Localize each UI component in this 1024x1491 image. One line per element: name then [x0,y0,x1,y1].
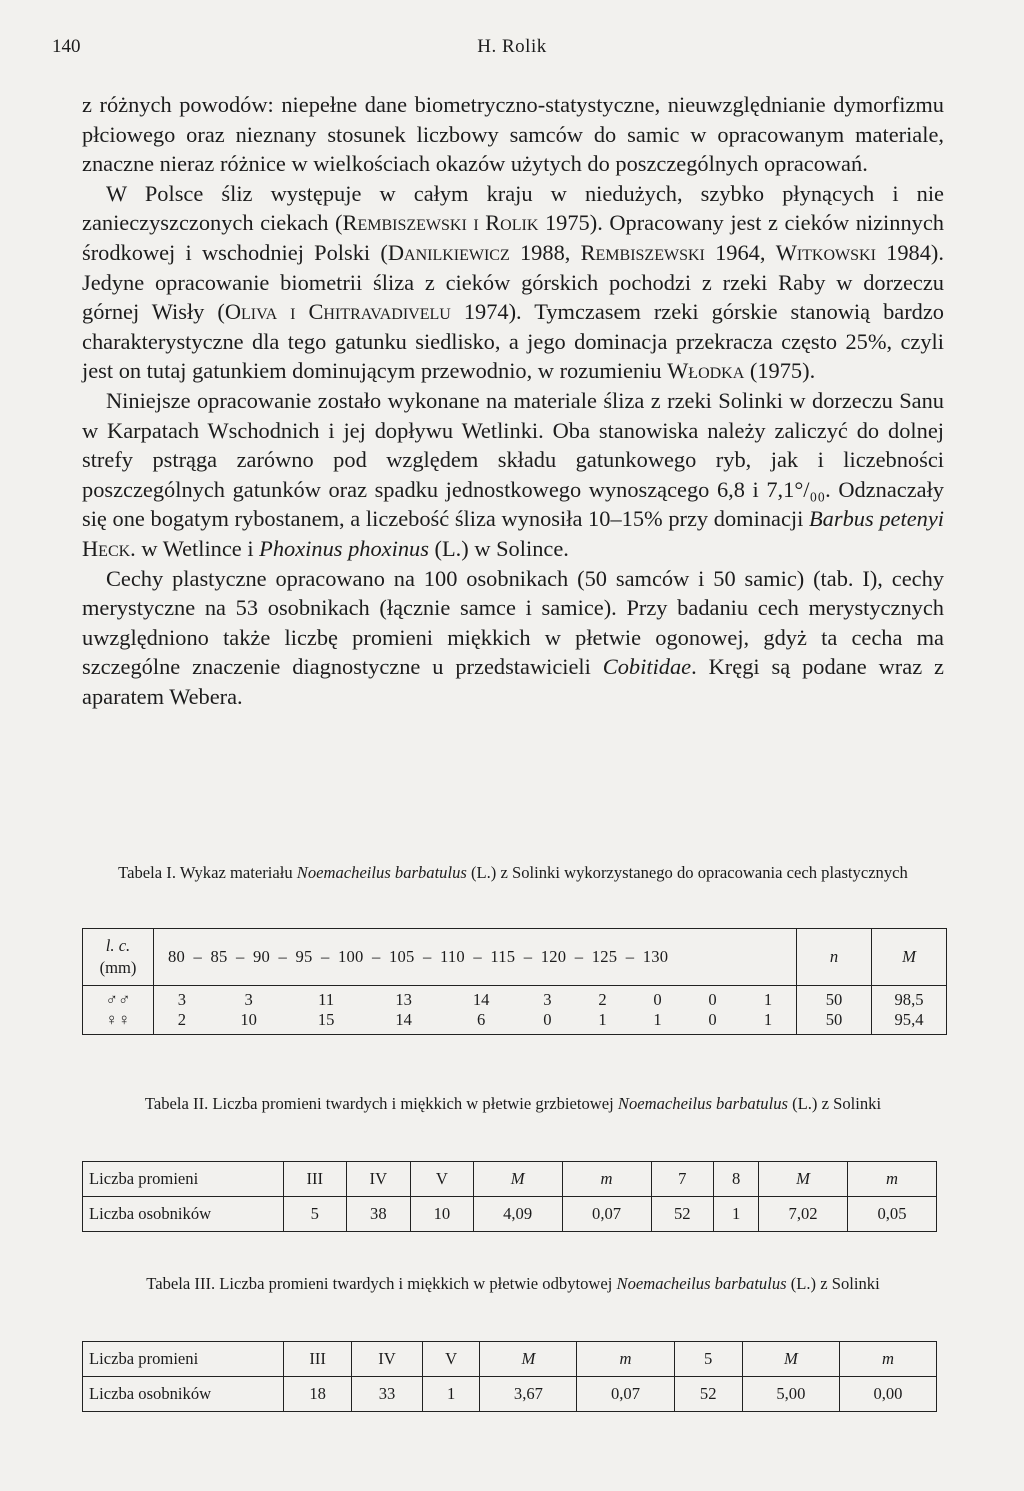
table-3-header-cell: III [284,1342,352,1377]
paragraph-2 [82,179,944,386]
table-3-caption-species: Noemacheilus barbatulus [616,1274,787,1293]
table-1-caption-species: Noemacheilus barbatulus [296,863,467,882]
citation-wlodka: Włodka [667,358,745,384]
table-1-header-row [83,929,947,986]
table-3-header-cell [742,1342,839,1377]
range-dash: – [566,947,592,966]
table-3-header-error-soft: m [881,1349,894,1368]
table-3-header-cell: V [422,1342,480,1377]
length-class-label: l. c. [105,936,131,955]
table-3-value-cell: 1 [422,1377,480,1412]
paragraph-2-text-f: 1974). Tymczasem rzeki górskie stanowią bardzo charakterystyczne dla tego gatunku siedlisko, a jego dominacja przekracza często 25%, czyli jest on tutaj gatunkiem dominującym przewodnio, w rozumieniu [82,299,945,384]
table-2-row-label: Liczba osobników [83,1197,284,1232]
length-class-tick: 85 [210,947,228,966]
table-2-header-cell: IV [346,1162,411,1197]
length-class-tick: 90 [253,947,270,966]
paragraph-2-text-a: W Polsce śliz występuje w całym kraju w niedużych, szybko płynących i nie zanieczyszczonych ciekach ( [82,180,944,236]
species-phoxinus-phoxinus: Phoxinus phoxinus [259,535,429,561]
range-dash: – [270,947,296,966]
table-2-header-mean-soft: M [796,1169,810,1188]
paragraph-2-text-d: 1964, [704,239,776,265]
table-2-header-mean: M [510,1169,525,1188]
table-2-value-cell: 4,09 [473,1197,562,1232]
table-2-value-cell: 10 [411,1197,474,1232]
range-dash: – [185,947,211,966]
citation-rembiszewski: Rembiszewski [580,239,705,265]
range-dash: – [515,947,541,966]
table-1-count-cell: 3 [543,990,552,1009]
table-3-value-cell: 3,67 [480,1377,577,1412]
table-1-count-cell: 14 [365,1010,443,1035]
table-3-value-cell: 33 [352,1377,422,1412]
table-1-caption-text-b: (L.) z Solinki wykorzystanego do opracowania cech plastycznych [466,863,908,882]
length-class-tick: 130 [642,947,669,966]
table-1-row-females [83,1010,947,1035]
body-text [82,90,944,711]
table-2-header-cell: 7 [651,1162,714,1197]
paragraph-2-text-c: 1988, [509,239,581,265]
paragraph-2-text-e: 1984). Jedyne opracowanie biometrii śliza z cieków górskich pochodzi z rzeki Raby w dorzeczu górnej Wisły ( [82,239,944,325]
table-2-header-cell: V [411,1162,474,1197]
table-1-count-cell: 11 [318,990,335,1009]
paragraph-2-text-g: (1975). [744,358,816,384]
table-1-caption [82,862,944,884]
table-1-mean-cell: 98,5 [872,986,947,1011]
table-2-caption [82,1093,944,1115]
citation-rembiszewski-rolik: Rembiszewski i Rolik [342,210,539,236]
table-3-header-error: m [619,1349,632,1368]
length-class-tick: 105 [389,947,415,966]
length-class-tick: 110 [440,947,465,966]
table-3-value-cell: 0,07 [577,1377,674,1412]
length-class-tick: 115 [490,947,516,966]
citation-danilkiewicz: Danilkiewicz [387,239,510,265]
table-3-caption [82,1273,944,1295]
n-label: n [829,947,839,966]
table-2-header-cell [759,1162,848,1197]
table-3-header-cell: 5 [674,1342,742,1377]
citation-witkowski: Witkowski [775,239,876,265]
paragraph-4-text-a: Cechy plastyczne opracowano na 100 osobnikach (50 samców i 50 samic) (tab. I), cechy merystyczne na 53 osobnikach (łącznie samce i samice). Przy badaniu cech merystycznych uwzględniono także liczbę promieni miękkich w płetwie ogonowej, gdyż ta cecha ma szczególne znaczenie diagnostyczne u przedstawicieli [82,565,944,680]
range-dash: – [227,947,253,966]
table-2-header-error: m [600,1169,613,1188]
table-3-value-cell: 52 [674,1377,742,1412]
table-2-caption-text-a: Tabela II. Liczba promieni twardych i miękkich w płetwie grzbietowej [144,1094,618,1113]
table-2-header-cell [473,1162,562,1197]
range-dash: – [363,947,389,966]
table-3-header-mean-soft: M [783,1349,798,1368]
table-1-count-cell: 3 [177,990,187,1009]
table-1-row-males [83,986,947,1011]
paragraph-4 [82,564,944,712]
table-2-header-cell: III [284,1162,347,1197]
table-1-count-cell: 1 [740,986,797,1011]
table-2-value-cell: 0,07 [562,1197,651,1232]
table-3-header-cell: IV [352,1342,422,1377]
table-3-caption-text-b: (L.) z Solinki [786,1274,880,1293]
paragraph-3-text-c: . w Wetlince i [130,535,260,561]
table-3-value-cell: 5,00 [742,1377,839,1412]
table-3-header-cell [577,1342,674,1377]
range-dash: – [312,947,338,966]
table-1-n-cell: 50 [797,986,872,1011]
table-2-row-label: Liczba promieni [83,1162,284,1197]
running-head: H. Rolik [477,36,547,57]
length-class-tick: 120 [540,947,567,966]
table-1-mean-cell: 95,4 [872,1010,947,1035]
table-1-count-cell: 1 [630,1010,685,1035]
table-3-values-row [83,1377,937,1412]
table-2 [82,1161,937,1232]
table-3-header-cell [480,1342,577,1377]
range-dash: – [414,947,440,966]
length-class-tick: 125 [591,947,618,966]
range-dash: – [464,947,491,966]
table-1-n-cell: 50 [797,1010,872,1035]
table-2-header-error-soft: m [886,1169,898,1188]
table-2-value-cell: 0,05 [848,1197,937,1232]
table-3-header-mean: M [521,1349,536,1368]
paragraph-1 [82,90,944,179]
table-1-n-header [797,929,872,986]
table-1-count-cell: 6 [442,1010,520,1035]
table-2-value-cell: 1 [714,1197,759,1232]
table-1-count-cell: 1 [740,1010,797,1035]
table-1-count-cell: 0 [685,1010,740,1035]
table-3-value-cell: 18 [284,1377,352,1412]
table-3-value-cell: 0,00 [839,1377,936,1412]
table-2-header-cell [562,1162,651,1197]
table-1-range-header [154,929,797,986]
paragraph-4-text-b: . Kręgi są podane wraz z aparatem Webera. [82,654,944,709]
table-1-caption-text-a: Tabela I. Wykaz materiału [118,863,297,882]
table-1-count-cell: 0 [653,990,662,1009]
length-class-tick: 100 [338,947,364,966]
length-unit-label: (mm) [99,958,137,977]
table-1-count-cell: 2 [598,990,607,1009]
table-2-caption-text-b: (L.) z Solinki [787,1094,882,1113]
table-1-count-cell: 2 [154,1010,210,1035]
table-1-count-cell: 3 [244,990,253,1009]
table-2-value-cell: 38 [346,1197,411,1232]
table-2-header-cell [848,1162,937,1197]
table-1-count-cell: 13 [395,990,412,1009]
table-1-count-cell: 0 [520,1010,575,1035]
taxon-cobitidae: Cobitidae [602,654,692,680]
table-3-caption-text-a: Tabela III. Liczba promieni twardych i miękkich w płetwie odbytowej [146,1274,617,1293]
paragraph-1-text: z różnych powodów: niepełne dane biometryczno-statystyczne, nieuwzględnianie dymorfizmu płciowego oraz nieznany stosunek liczbowy samców do samic w opracowanym materiale, znaczne nieraz różnice w wielkościach okazów użytych do poszczególnych opracowań. [82,92,944,177]
table-1-count-cell: 0 [708,990,717,1009]
table-1-sex-cell: ♀♀ [83,1010,154,1035]
paragraph-3 [82,386,944,564]
paragraph-2-text-b: 1975). Opracowany jest z cieków nizinnych środkowej i wschodniej Polski ( [82,210,944,265]
table-2-value-cell: 52 [651,1197,714,1232]
table-1-length-header [83,929,154,986]
length-class-tick: 95 [295,947,313,966]
page-header [52,36,972,66]
table-3-row-label: Liczba promieni [83,1342,284,1377]
m-label: M [902,947,916,966]
page-number: 140 [52,36,81,57]
table-3 [82,1341,937,1412]
table-1 [82,928,947,1035]
table-3-header-cell [839,1342,936,1377]
table-1-count-cell: 14 [472,990,490,1009]
table-1-m-header [872,929,947,986]
citation-oliva-chitravadivelu: Oliva i Chitravadivelu [224,299,451,325]
table-1-count-cell: 10 [210,1010,288,1035]
length-class-tick: 80 [168,947,185,966]
author-heck: Heck [82,535,131,561]
table-2-caption-species: Noemacheilus barbatulus [617,1094,788,1113]
table-2-value-cell: 5 [284,1197,347,1232]
table-2-values-row [83,1197,937,1232]
table-2-value-cell: 7,02 [759,1197,848,1232]
table-1-count-cell: 1 [575,1010,630,1035]
table-2-header-cell: 8 [714,1162,759,1197]
range-dash: – [617,947,643,966]
table-1-sex-cell: ♂♂ [83,986,154,1011]
paragraph-3-text-a: Niniejsze opracowanie zostało wykonane na materiale śliza z rzeki Solinki w dorzeczu Sanu w Karpatach Wschodnich i jej dopływu Wetlinki. Oba stanowiska należy zaliczyć do dolnej strefy pstrąga zarówno pod względem składu gatunkowego ryb, jak i liczebności poszczególnych gatunków oraz spadku jednostkowego wynoszącego 6,8 i 7,1°/₀₀. Odznaczały się one bogatym rybostanem, a liczebość śliza wynosiła 10–15% przy dominacji [82,387,944,532]
table-3-row-label: Liczba osobników [83,1377,284,1412]
table-1-count-cell: 15 [287,1010,365,1035]
paragraph-3-text-d: (L.) w Solince. [428,535,569,561]
table-2-header-row [83,1162,937,1197]
table-3-header-row [83,1342,937,1377]
species-barbus-petenyi: Barbus petenyi [809,506,945,532]
